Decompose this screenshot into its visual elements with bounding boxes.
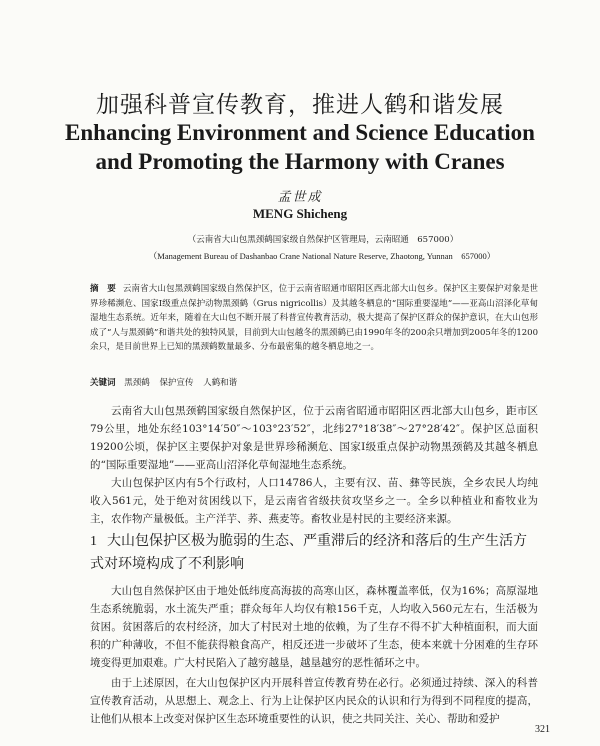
abstract [90,282,538,355]
abstract-text: 云南省大山包黑颈鹤国家级自然保护区，位于云南省昭通市昭阳区西北部大山包乡。保护区主要保护对象是世界珍稀濒危、国家Ⅰ级重点保护动物黑颈鹤（Grus nigricollis）及其越冬栖息的“国际重要湿地”——亚高山沼泽化草甸湿地生态系统。近年来，随着在大山包不断开展了科普宣传教育活动，极大提高了保护区群众的保护意识，在大山包形成了“人与黑颈鹤”和谐共处的独特风景，目前到大山包越冬的黑颈鹤已由1990年冬的200余只增加到2005年冬的1200余只，是目前世界上已知的黑颈鹤数量最多、分布最密集的越冬栖息地之一。 [90,284,538,352]
body-paragraph-4 [90,674,538,728]
paragraph-text: 大山包自然保护区由于地处低纬度高海拔的高寒山区，森林覆盖率低，仅为16%；高原湿地生态系统脆弱，水土流失严重；群众每年人均仅有粮156千克，人均收入560元左右，生活极为贫困。贫困落后的农村经济，加大了村民对土地的依赖，为了生存不得不扩大种植面积，而大面积的广种薄收，不但不能获得粮食高产，相反还进一步破坏了生态，使本来就十分困难的生存环境变得更加艰难。广大村民陷入了越穷越垦，越垦越穷的恶性循环之中。 [90,585,538,669]
title-chinese: 加强科普宣传教育，推进人鹤和谐发展 [96,92,504,118]
body-paragraph-3 [90,582,538,672]
abstract-label: 摘 要 [90,284,116,294]
title-english [60,118,540,176]
section-number: 1 [90,534,97,549]
keywords [90,377,538,389]
author-english: MENG Shicheng [252,206,348,221]
keywords-label: 关键词 [90,378,116,388]
paragraph-text: 由于上述原因，在大山包保护区内开展科普宣传教育势在必行。必须通过持续、深入的科普宣传教育活动，从思想上、观念上、行为上让保护区内民众的认识和行为得到不同程度的提高，让他们从根本上改变对保护区生态环境重要性的认识，使之共同关注、关心、帮助和爱护 [90,677,538,725]
body-paragraph-1 [90,402,538,474]
paragraph-text: 云南省大山包黑颈鹤国家级自然保护区，位于云南省昭通市昭阳区西北部大山包乡，距市区79公里，地处东经103°14′50″～103°23′52″，北纬27°18′38″～27°28′42″。保护区总面积19200公顷，保护区主要保护对象是世界珍稀濒危、国家Ⅰ级重点保护动物黑颈鹤及其越冬栖息的“国际重要湿地”——亚高山沼泽化草甸湿地生态系统。 [90,405,538,471]
body-paragraph-2 [90,474,538,528]
page-number: 321 [535,724,550,735]
section-title: 大山包保护区极为脆弱的生态、严重滞后的经济和落后的生产生活方式对环境构成了不利影响 [90,533,527,572]
title-english-line-2: and Promoting the Harmony with Cranes [95,149,505,174]
affiliation-chinese: （云南省大山包黑颈鹤国家级自然保护区管理局，云南昭通 657000） [187,235,459,245]
paragraph-text: 大山包保护区内有5个行政村，人口14786人，主要有汉、苗、彝等民族，全乡农民人均纯收入561元，处于绝对贫困线以下，是云南省省级扶贫攻坚乡之一。全乡以种植业和畜牧业为主，农作物产量极低。主产洋芋、荞、燕麦等。畜牧业是村民的主要经济来源。 [90,477,538,525]
section-heading [90,530,538,575]
keyword-2: 保护宣传 [159,378,194,388]
keyword-1: 黑颈鹤 [124,378,150,388]
affiliation-english: （Management Bureau of Dashanbao Crane National Nature Reserve, Zhaotong, Yunnan 657000） [148,251,496,261]
keyword-3: 人鹤和谐 [203,378,238,388]
author-chinese: 孟世成 [277,190,323,205]
title-english-line-1: Enhancing Environment and Science Education [65,120,535,145]
